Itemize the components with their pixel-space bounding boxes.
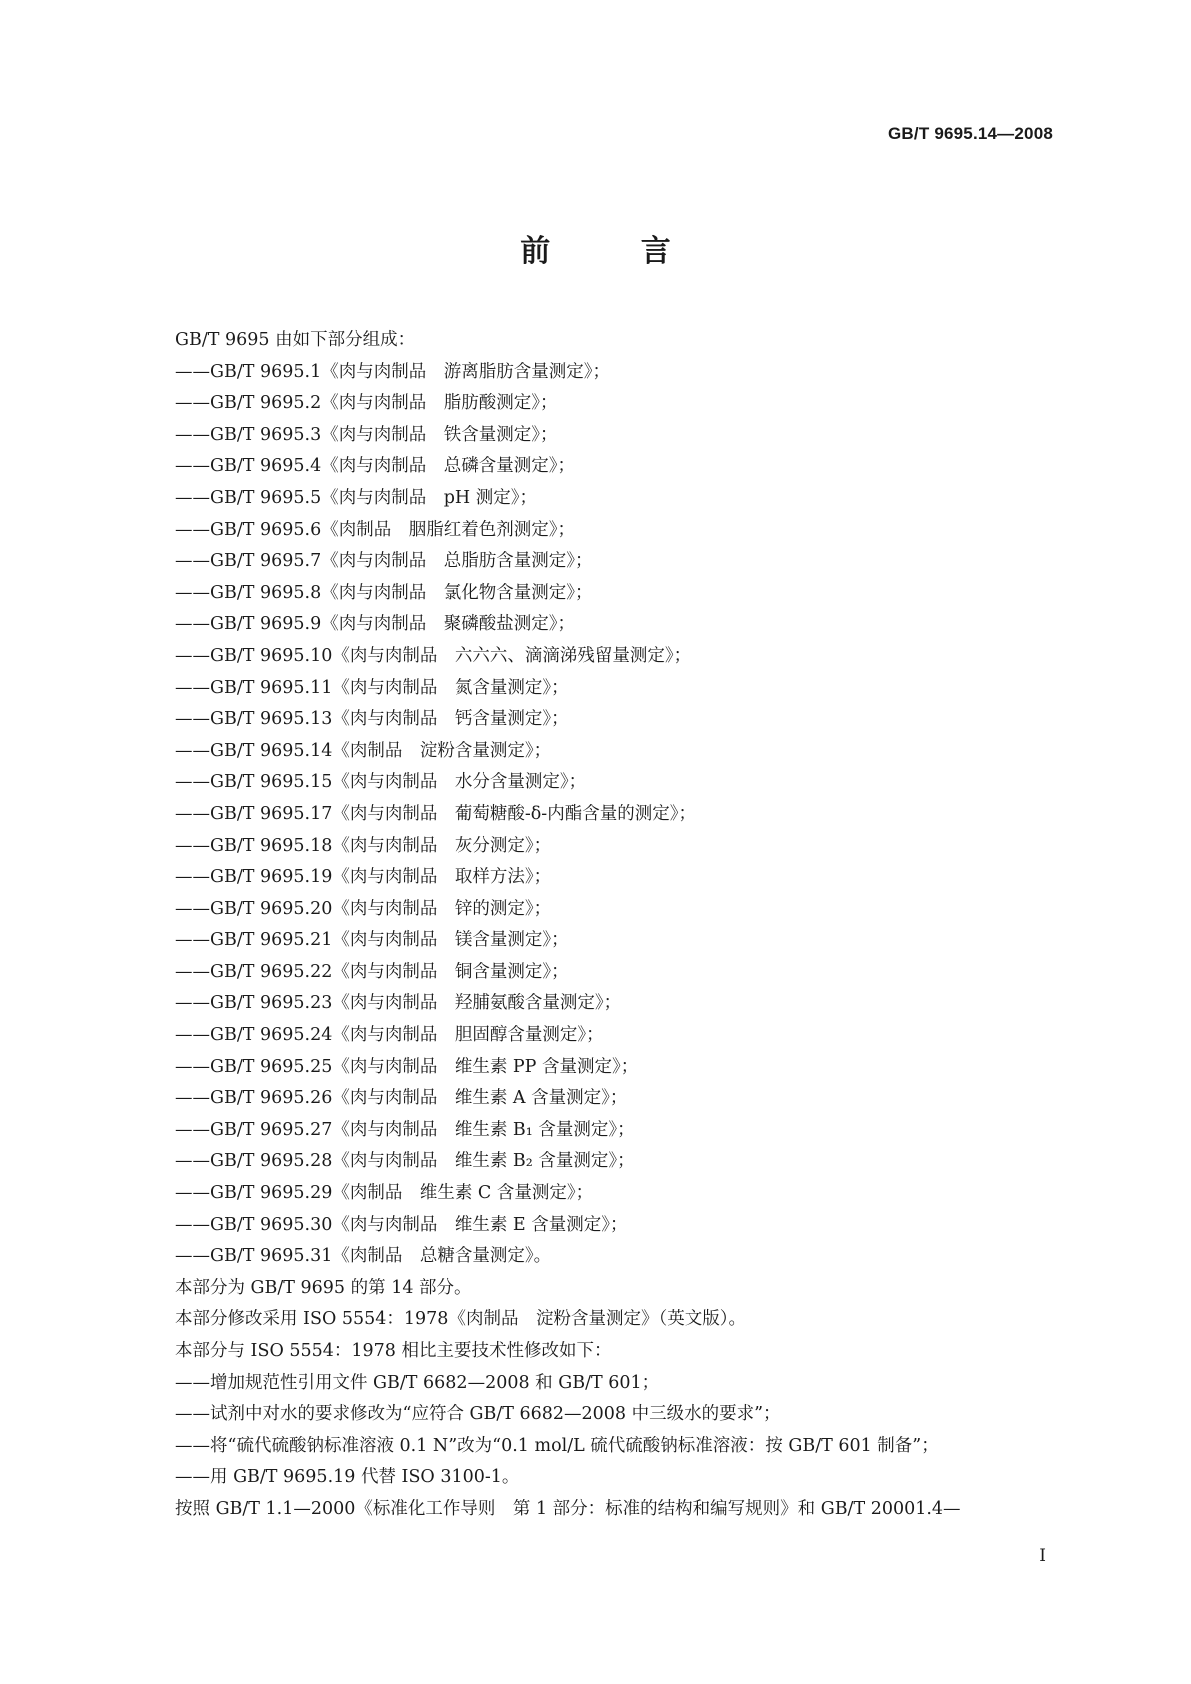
- list-item: ——GB/T 9695.11《肉与肉制品 氮含量测定》；: [175, 677, 569, 698]
- list-item: ——GB/T 9695.28《肉与肉制品 维生素 B₂ 含量测定》；: [175, 1151, 635, 1172]
- list-item: ——GB/T 9695.10《肉与肉制品 六六六、滴滴涕残留量测定》；: [175, 645, 692, 666]
- list-item: ——GB/T 9695.22《肉与肉制品 铜含量测定》；: [175, 961, 569, 982]
- list-item: ——GB/T 9695.30《肉与肉制品 维生素 E 含量测定》；: [175, 1214, 628, 1235]
- list-item: ——GB/T 9695.14《肉制品 淀粉含量测定》；: [175, 740, 552, 761]
- list-item: ——GB/T 9695.1《肉与肉制品 游离脂肪含量测定》；: [175, 361, 610, 382]
- list-item: ——GB/T 9695.3《肉与肉制品 铁含量测定》；: [175, 424, 558, 445]
- standard-code: GB/T 9695.14—2008: [888, 124, 1053, 143]
- page-number: I: [1039, 1546, 1046, 1566]
- list-item: ——GB/T 9695.27《肉与肉制品 维生素 B₁ 含量测定》；: [175, 1119, 635, 1140]
- paragraph-line: 本部分修改采用 ISO 5554：1978《肉制品 淀粉含量测定》（英文版）。: [175, 1309, 746, 1330]
- list-item: ——GB/T 9695.6《肉制品 胭脂红着色剂测定》；: [175, 519, 575, 540]
- list-item: ——用 GB/T 9695.19 代替 ISO 3100-1。: [175, 1467, 520, 1488]
- list-item: ——GB/T 9695.13《肉与肉制品 钙含量测定》；: [175, 709, 569, 730]
- list-item: ——将“硫代硫酸钠标准溶液 0.1 N”改为“0.1 mol/L 硫代硫酸钠标准溶液：按 GB/T 601 制备”；: [175, 1435, 939, 1456]
- list-item: ——GB/T 9695.29《肉制品 维生素 C 含量测定》；: [175, 1183, 594, 1204]
- list-item: ——GB/T 9695.20《肉与肉制品 锌的测定》；: [175, 898, 552, 919]
- list-item: ——GB/T 9695.23《肉与肉制品 羟脯氨酸含量测定》；: [175, 993, 622, 1014]
- list-item: ——GB/T 9695.5《肉与肉制品 pH 测定》；: [175, 487, 537, 508]
- list-item: ——GB/T 9695.18《肉与肉制品 灰分测定》；: [175, 835, 552, 856]
- list-item: ——GB/T 9695.4《肉与肉制品 总磷含量测定》；: [175, 456, 575, 477]
- list-item: ——GB/T 9695.9《肉与肉制品 聚磷酸盐测定》；: [175, 614, 575, 635]
- list-item: ——试剂中对水的要求修改为“应符合 GB/T 6682—2008 中三级水的要求”；: [175, 1404, 781, 1425]
- list-item: ——GB/T 9695.24《肉与肉制品 胆固醇含量测定》；: [175, 1025, 604, 1046]
- list-item: ——GB/T 9695.31《肉制品 总糖含量测定》。: [175, 1246, 552, 1267]
- list-item: ——GB/T 9695.25《肉与肉制品 维生素 PP 含量测定》；: [175, 1056, 639, 1077]
- list-item: ——GB/T 9695.26《肉与肉制品 维生素 A 含量测定》；: [175, 1088, 628, 1109]
- page-title: 前 言: [520, 234, 711, 269]
- list-item: ——GB/T 9695.2《肉与肉制品 脂肪酸测定》；: [175, 393, 558, 414]
- list-item: ——GB/T 9695.8《肉与肉制品 氯化物含量测定》；: [175, 582, 593, 603]
- list-item: ——GB/T 9695.21《肉与肉制品 镁含量测定》；: [175, 930, 569, 951]
- list-item: ——GB/T 9695.17《肉与肉制品 葡萄糖酸-δ-内酯含量的测定》；: [175, 803, 696, 824]
- list-item: ——GB/T 9695.15《肉与肉制品 水分含量测定》；: [175, 772, 587, 793]
- paragraph-line: 本部分为 GB/T 9695 的第 14 部分。: [175, 1277, 472, 1298]
- paragraph-line: 按照 GB/T 1.1—2000《标准化工作导则 第 1 部分：标准的结构和编写规则》和 GB/T 20001.4—: [175, 1498, 961, 1519]
- body-text: [175, 325, 1055, 1526]
- list-item: ——GB/T 9695.19《肉与肉制品 取样方法》；: [175, 867, 552, 888]
- list-item: ——增加规范性引用文件 GB/T 6682—2008 和 GB/T 601；: [175, 1372, 660, 1393]
- list-item: ——GB/T 9695.7《肉与肉制品 总脂肪含量测定》；: [175, 551, 593, 572]
- paragraph-line: 本部分与 ISO 5554：1978 相比主要技术性修改如下：: [175, 1341, 612, 1361]
- intro-line: GB/T 9695 由如下部分组成：: [175, 330, 416, 350]
